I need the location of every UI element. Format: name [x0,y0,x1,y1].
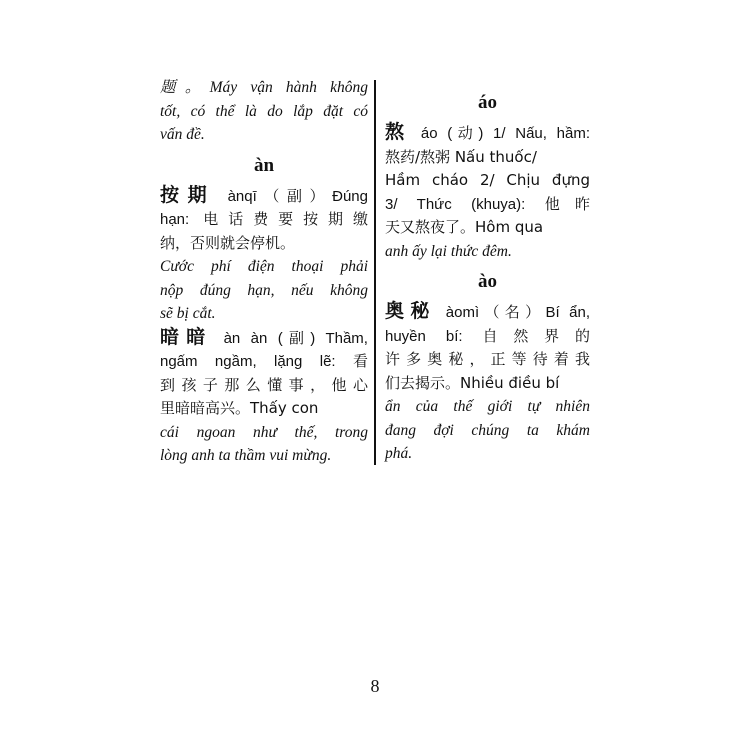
example-chinese-line: 许多奥秘，正等待着我 [385,350,590,368]
entry-anqi [160,184,368,326]
example-mixed-line: 们去揭示。Nhiều điều bí [385,373,560,392]
definition-line: 熬药/熬粥 Nấu thuốc/ [385,147,537,166]
example-translation-line: phá. [385,445,413,462]
pinyin-definition: ànqī（副）Đúng [227,187,368,205]
example-translation-line: đang đợi chúng ta khám [385,421,590,439]
pinyin-definition: áo (动) 1/ Nấu, hầm: [420,125,590,142]
headword: 暗暗 [160,325,213,348]
pinyin-definition: àomì（名）Bí ẩn, [445,304,590,321]
example-translation-line: cái ngoan như thế, trong [160,423,368,441]
entry-first-line [160,326,368,351]
example-translation-line: sẽ bị cắt. [160,305,216,322]
example-mixed-line: 里暗暗高兴。Thấy con [160,399,319,417]
definition-line: ngấm ngầm, lặng lẽ: 看 [160,353,368,370]
entry-first-line [385,121,590,146]
headword: 熬 [385,121,411,143]
example-chinese-line: 纳，否则就会停机。 [160,233,296,252]
left-column [160,76,368,468]
continued-text-line: vấn đề. [160,126,205,143]
example-translation-line: nộp đúng hạn, nếu không [160,281,368,299]
entry-first-line [385,300,590,325]
entry-anan [160,326,368,468]
definition-line: 3/ Thức (khuya): 他昨 [385,195,590,213]
section-heading-an: àn [253,154,275,176]
headword: 奥秘 [385,300,436,322]
continued-text-line: tốt, có thể là do lắp đặt có [160,102,368,120]
example-mixed-line: 天又熬夜了。Hôm qua [385,218,544,236]
example-translation-line: lòng anh ta thầm vui mừng. [160,447,332,464]
page-number: 8 [370,676,380,696]
entry-first-line [160,184,368,209]
column-divider [374,80,376,465]
definition-line: hạn: 电话费要按期缴 [160,211,368,228]
headword: 按期 [160,183,216,206]
example-translation-line: ẩn của thế giới tự nhiên [385,398,590,415]
definition-line: huyền bí: 自然界的 [385,327,590,345]
section-heading-ao-falling: ào [478,271,497,292]
continued-text-line: 题。Máy vận hành không [160,79,368,96]
section-heading-ao-rising: áo [478,92,497,113]
example-chinese-line: 到孩子那么懂事，他心 [160,375,368,394]
definition-line: Hầm cháo 2/ Chịu đựng [385,171,590,189]
example-translation-line: Cước phí điện thoại phải [160,258,368,275]
right-column [385,76,590,466]
entry-aomi [385,300,590,466]
entry-ao [385,121,590,263]
example-translation-line: anh ấy lại thức đêm. [385,242,512,260]
pinyin-definition: àn àn (副) Thầm, [223,329,368,347]
